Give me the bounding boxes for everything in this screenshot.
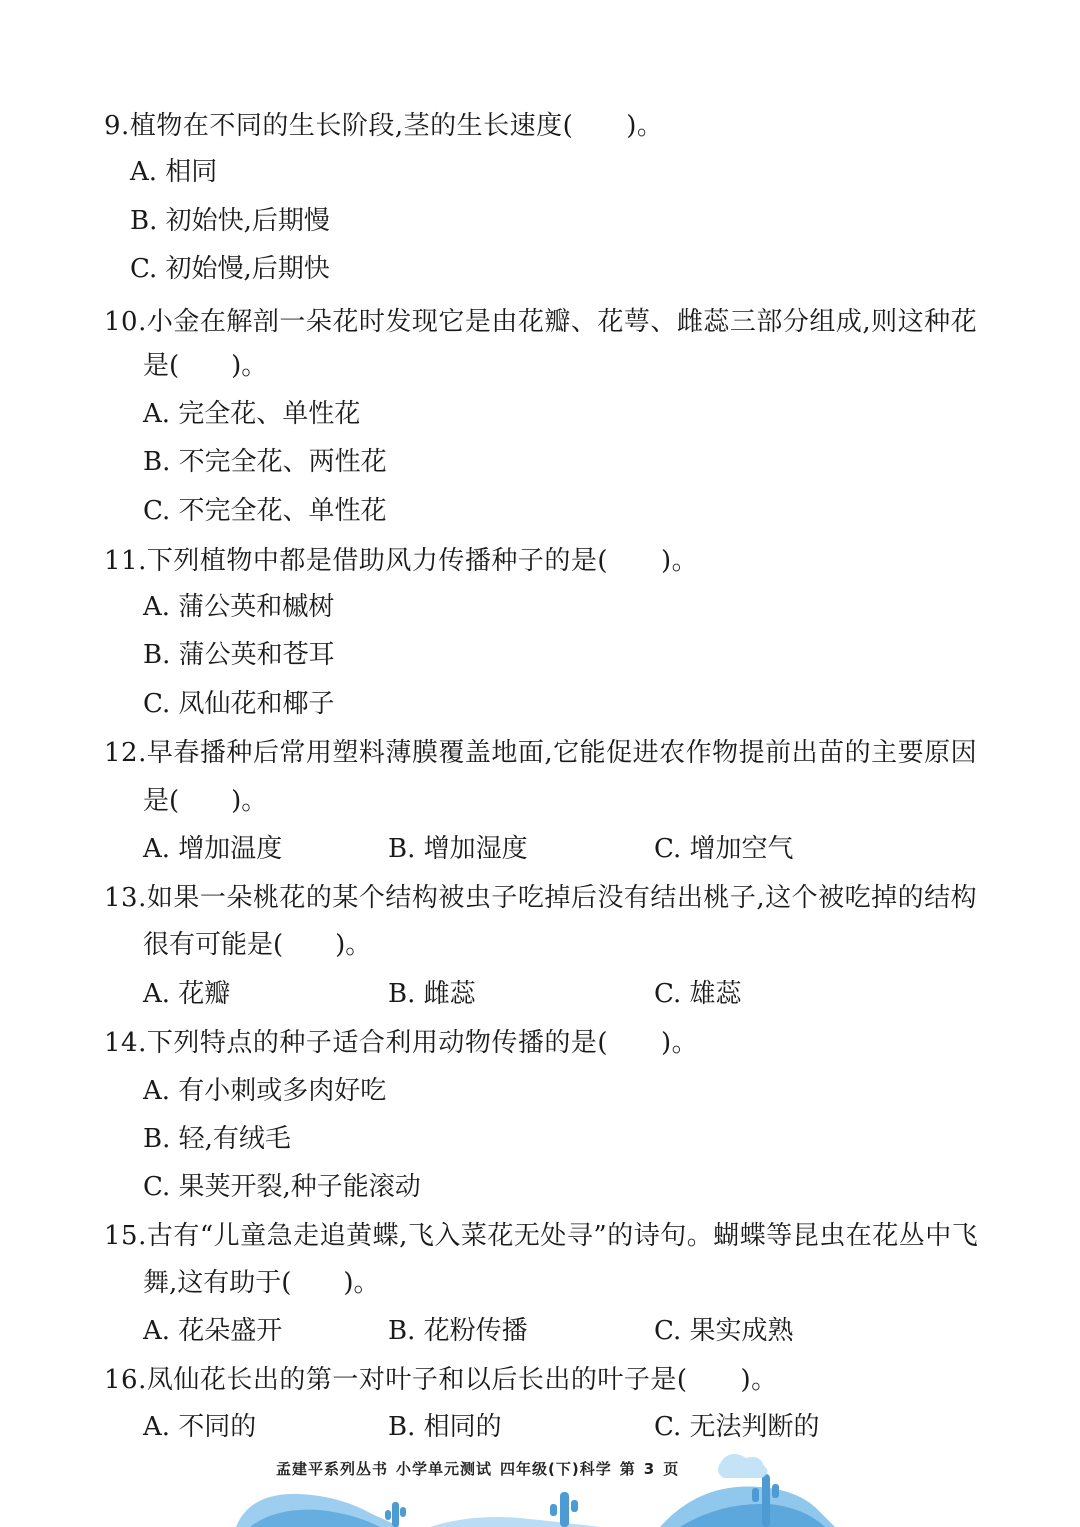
option-b: B. 不完全花、两性花 xyxy=(143,447,387,477)
option-b: B. 初始快,后期慢 xyxy=(130,206,330,236)
question-stem: 早春播种后常用塑料薄膜覆盖地面,它能促进农作物提前出苗的主要原因 xyxy=(146,738,978,768)
option-a: A. 花朵盛开 xyxy=(143,1316,283,1346)
option-a: A. 蒲公英和槭树 xyxy=(143,592,335,622)
question-stem: 植物在不同的生长阶段,茎的生长速度( )。 xyxy=(129,111,664,141)
question-number: 12. xyxy=(104,738,147,768)
option-c: C. 初始慢,后期快 xyxy=(130,254,330,284)
footer-page-prefix: 第 xyxy=(619,1460,636,1478)
option-c: C. 雄蕊 xyxy=(654,979,742,1009)
question-number: 9. xyxy=(104,111,130,141)
option-a: A. 完全花、单性花 xyxy=(143,399,361,429)
option-a: A. 花瓣 xyxy=(143,979,231,1009)
question-stem: 凤仙花长出的第一对叶子和以后长出的叶子是( )。 xyxy=(146,1365,778,1395)
option-c: C. 不完全花、单性花 xyxy=(143,496,387,526)
footer-text xyxy=(276,1458,687,1479)
question-stem: 下列特点的种子适合利用动物传播的是( )。 xyxy=(146,1028,699,1058)
option-c: C. 无法判断的 xyxy=(654,1412,820,1442)
question-stem: 如果一朵桃花的某个结构被虫子吃掉后没有结出桃子,这个被吃掉的结构 xyxy=(146,883,978,913)
question-stem: 小金在解剖一朵花时发现它是由花瓣、花萼、雌蕊三部分组成,则这种花 xyxy=(146,307,978,337)
question-11 xyxy=(104,537,698,585)
question-10 xyxy=(104,298,977,346)
option-c: C. 增加空气 xyxy=(654,834,794,864)
question-15 xyxy=(104,1212,978,1260)
footer-subject: 四年级(下)科学 xyxy=(500,1460,612,1478)
option-a: A. 增加温度 xyxy=(143,834,283,864)
question-stem-continuation: 是( )。 xyxy=(143,786,268,816)
question-stem-continuation: 很有可能是( )。 xyxy=(143,930,372,960)
question-number: 16. xyxy=(104,1365,147,1395)
question-9 xyxy=(104,102,663,150)
question-stem: 下列植物中都是借助风力传播种子的是( )。 xyxy=(146,546,699,576)
question-stem-continuation: 是( )。 xyxy=(143,351,268,381)
question-14 xyxy=(104,1019,698,1067)
page-footer xyxy=(0,1452,1080,1527)
question-number: 13. xyxy=(104,883,147,913)
footer-book: 小学单元测试 xyxy=(396,1460,493,1478)
option-a: A. 不同的 xyxy=(143,1412,257,1442)
question-stem-continuation: 舞,这有助于( )。 xyxy=(143,1268,380,1298)
question-13 xyxy=(104,874,977,922)
footer-page-suffix: 页 xyxy=(663,1460,680,1478)
question-number: 15. xyxy=(104,1221,147,1251)
question-number: 14. xyxy=(104,1028,147,1058)
option-b: B. 蒲公英和苍耳 xyxy=(143,640,335,670)
footer-series: 孟建平系列丛书 xyxy=(276,1460,389,1478)
option-c: C. 凤仙花和椰子 xyxy=(143,689,335,719)
option-a: A. 有小刺或多肉好吃 xyxy=(143,1076,387,1106)
question-stem: 古有“儿童急走追黄蝶,飞入菜花无处寻”的诗句。蝴蝶等昆虫在花丛中飞 xyxy=(146,1221,979,1251)
option-b: B. 花粉传播 xyxy=(388,1316,528,1346)
option-b: B. 雌蕊 xyxy=(388,979,476,1009)
question-16 xyxy=(104,1356,778,1404)
option-c: C. 果实成熟 xyxy=(654,1316,794,1346)
option-b: B. 相同的 xyxy=(388,1412,502,1442)
option-b: B. 增加湿度 xyxy=(388,834,528,864)
question-12 xyxy=(104,729,977,777)
option-a: A. 相同 xyxy=(130,157,218,187)
option-b: B. 轻,有绒毛 xyxy=(143,1124,291,1154)
question-number: 11. xyxy=(104,546,147,576)
footer-page-number: 3 xyxy=(643,1460,656,1478)
option-c: C. 果荚开裂,种子能滚动 xyxy=(143,1172,421,1202)
question-number: 10. xyxy=(104,307,147,337)
